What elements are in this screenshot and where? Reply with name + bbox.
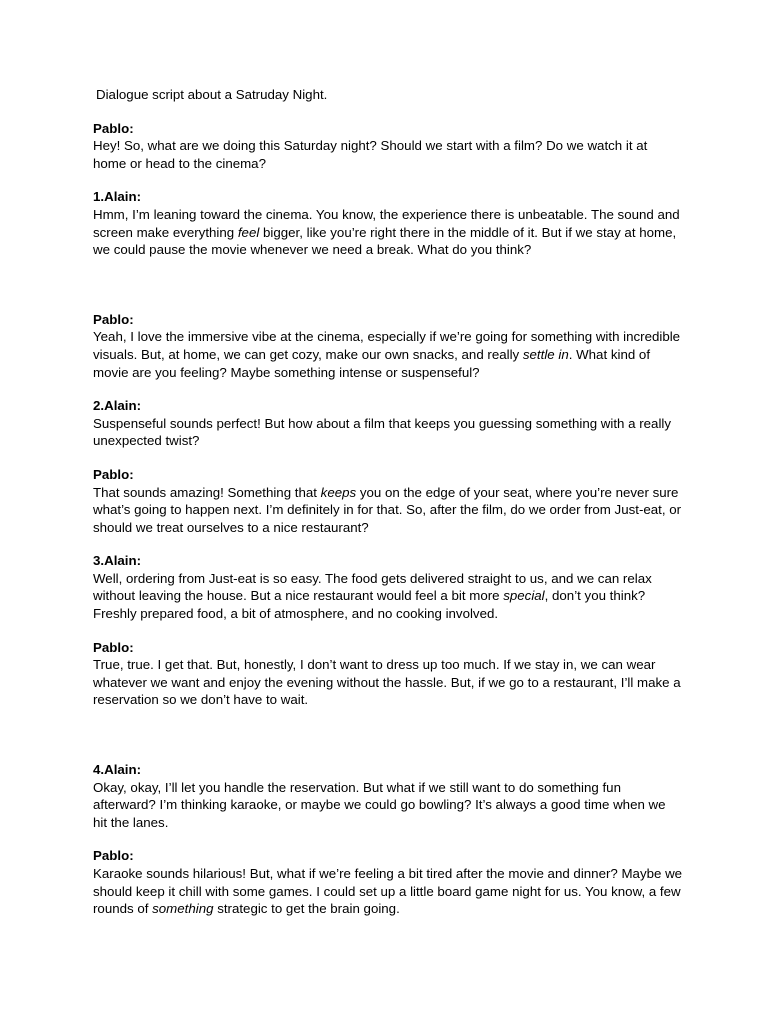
- dialogue-turn: [93, 847, 683, 917]
- speaker-name: Pablo:: [93, 120, 134, 136]
- emphasis: feel: [237, 224, 260, 240]
- dialogue-turn: [93, 188, 683, 258]
- dialogue-text: Okay, okay, I’ll let you handle the reservation. But what if we still want to do something fun afterward? I’m thinking karaoke, or maybe we could go bowling? It’s always a good time when we hit the lanes.: [93, 779, 666, 830]
- dialogue-text: Hmm, I’m leaning toward the cinema. You know, the experience there is unbeatable. The sound and screen make everything feel bigger, like you’re right there in the middle of it. But if we stay at home, we could pause the movie whenever we need a break. What do you think?: [93, 206, 680, 258]
- dialogue-turn: [93, 466, 683, 536]
- speaker-name: Pablo:: [93, 466, 134, 482]
- speaker-name: Pablo:: [93, 639, 134, 655]
- dialogue-turn: [93, 397, 683, 450]
- emphasis: keeps: [320, 484, 357, 500]
- dialogue-text: Well, ordering from Just-eat is so easy. The food gets delivered straight to us, and we can relax without leaving the house. But a nice restaurant would feel a bit more special, don’t you think? Freshly prepared food, a bit of atmosphere, and no cooking involved.: [93, 570, 652, 622]
- emphasis: settle in: [522, 346, 569, 362]
- dialogue-turn: [93, 120, 683, 173]
- dialogue-text: Hey! So, what are we doing this Saturday night? Should we start with a film? Do we watch it at home or head to the cinema?: [93, 138, 648, 171]
- speaker-name: 2.Alain:: [93, 398, 142, 414]
- document-page: [93, 86, 683, 934]
- dialogue-text: True, true. I get that. But, honestly, I don’t want to dress up too much. If we stay in, we can wear whatever we want and enjoy the evening without the hassle. But, if we go to a restaurant, I’ll make a reservation so we don’t have to wait.: [93, 657, 681, 708]
- emphasis: special: [503, 588, 545, 604]
- speaker-name: Pablo:: [93, 848, 134, 864]
- document-title: Dialogue script about a Satruday Night.: [96, 87, 328, 102]
- dialogue-text: Karaoke sounds hilarious! But, what if we’re feeling a bit tired after the movie and dinner? Maybe we should keep it chill with some games. I could set up a little board game night for us. You know, a few rounds of something strategic to get the brain going.: [93, 866, 683, 917]
- dialogue-text: Suspenseful sounds perfect! But how about a film that keeps you guessing something with a really unexpected twist?: [93, 415, 672, 449]
- speaker-name: Pablo:: [93, 311, 134, 327]
- dialogue-text: That sounds amazing! Something that keeps you on the edge of your seat, where you’re never sure what’s going to happen next. I’m definitely in for that. So, after the film, do we order from Just-eat, or should we treat ourselves to a nice restaurant?: [93, 484, 682, 535]
- dialogue-turn: [93, 311, 683, 381]
- speaker-name: 3.Alain:: [93, 553, 142, 569]
- speaker-name: 1.Alain:: [93, 189, 142, 205]
- dialogue-turn: [93, 639, 683, 709]
- dialogue-turn: [93, 761, 683, 831]
- speaker-name: 4.Alain:: [93, 762, 142, 778]
- dialogue-turn: [93, 552, 683, 622]
- dialogue-text: Yeah, I love the immersive vibe at the cinema, especially if we’re going for something with incredible visuals. But, at home, we can get cozy, make our own snacks, and really settle in. What kind of movie are you feeling? Maybe something intense or suspenseful?: [93, 329, 681, 380]
- emphasis: something: [152, 901, 214, 917]
